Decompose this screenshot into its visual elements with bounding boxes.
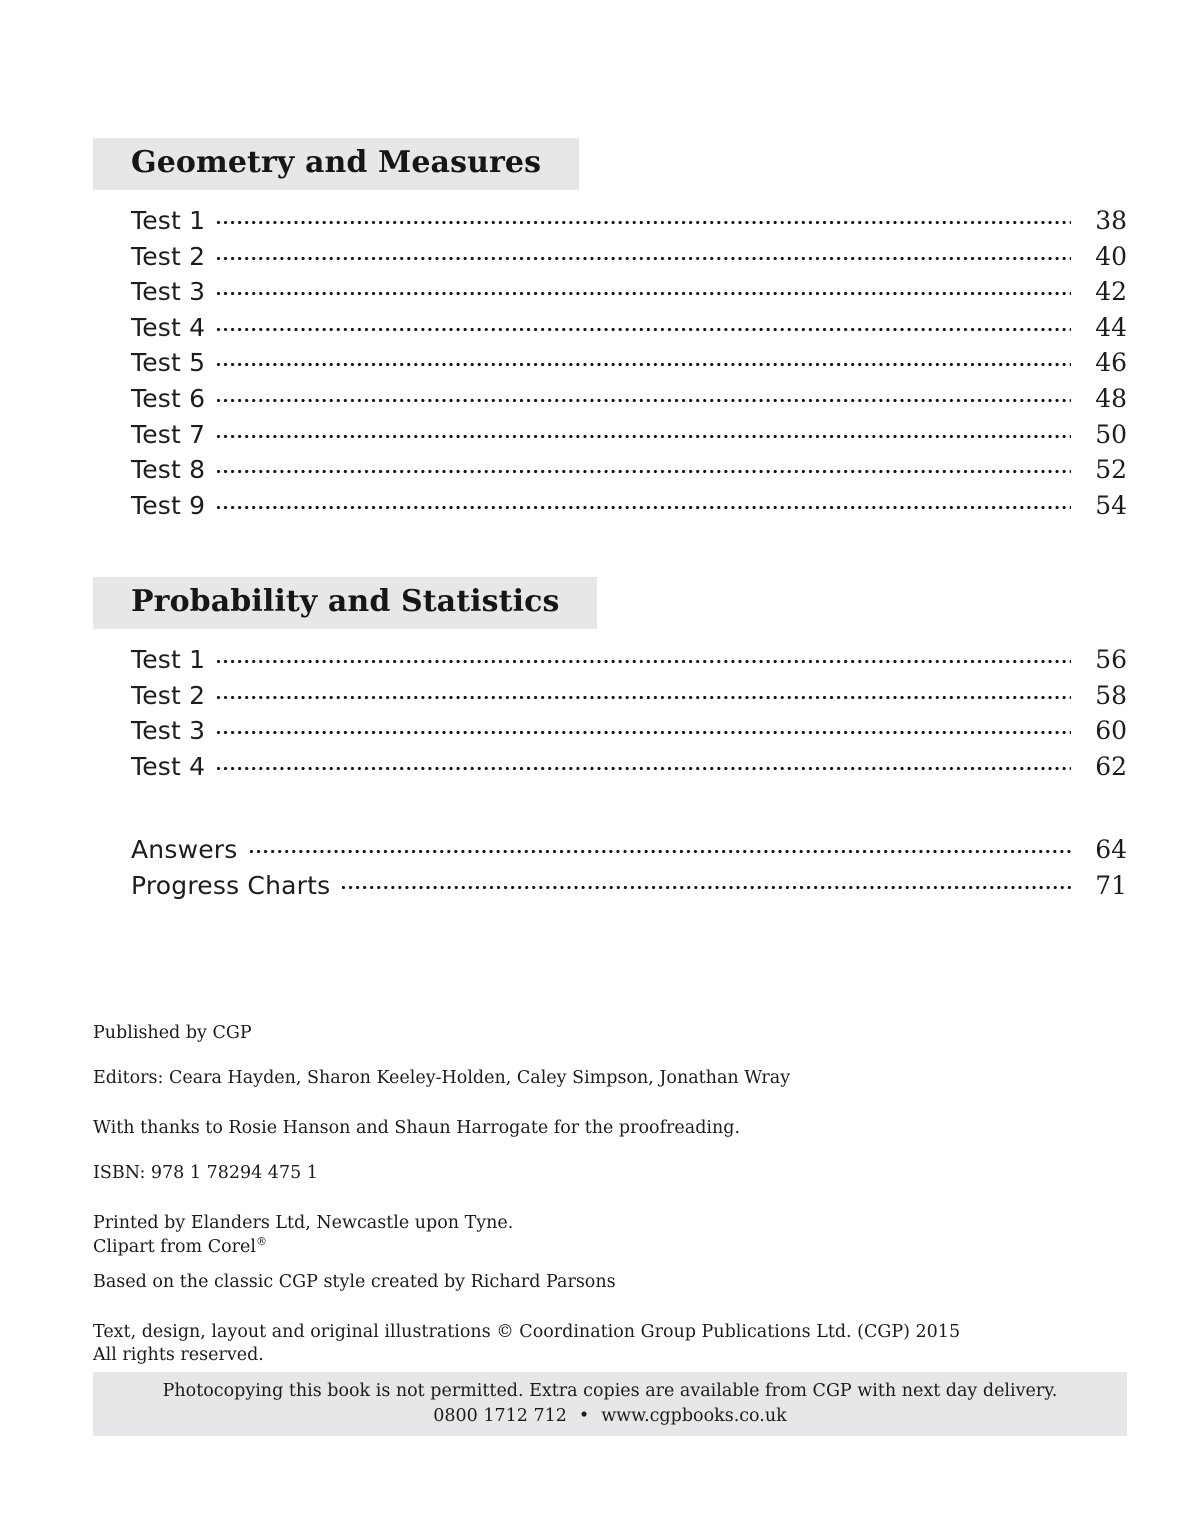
entry-page-number: 58 (1095, 680, 1127, 710)
dot-leader (217, 427, 1071, 443)
published-by-line: Published by CGP (93, 1023, 252, 1043)
contents-entry[interactable] (93, 455, 1127, 491)
entry-page-number: 42 (1095, 277, 1127, 307)
section-heading: Probability and Statistics (93, 577, 597, 629)
section-probability-and-statistics (93, 577, 1127, 787)
dot-leader (217, 688, 1071, 704)
dot-leader (217, 498, 1071, 514)
isbn-line: ISBN: 978 1 78294 475 1 (93, 1163, 318, 1184)
entry-page-number: 56 (1095, 645, 1127, 674)
entry-page-number: 46 (1095, 348, 1127, 378)
website-url[interactable]: www.cgpbooks.co.uk (601, 1406, 787, 1426)
dot-leader (217, 652, 1071, 668)
entry-label: Test 5 (131, 348, 206, 378)
contents-entry-list (93, 645, 1127, 787)
dot-leader (217, 284, 1071, 300)
entry-page-number: 62 (1095, 751, 1127, 781)
contents-entry[interactable] (93, 242, 1127, 278)
phone-number: 0800 1712 712 (433, 1406, 567, 1426)
entry-page-number: 60 (1095, 716, 1127, 746)
entry-label: Test 7 (131, 419, 206, 449)
imprint-block (93, 1022, 1093, 1368)
back-matter-entry-list (93, 835, 1127, 906)
dot-leader (217, 355, 1071, 371)
contents-entry[interactable] (93, 313, 1127, 349)
dot-leader (217, 759, 1071, 775)
contents-entry-list (93, 206, 1127, 526)
entry-label: Test 4 (131, 751, 206, 781)
entry-label: Test 3 (131, 716, 206, 746)
contents-entry-progress-charts[interactable] (93, 871, 1127, 907)
section-heading: Geometry and Measures (93, 138, 579, 190)
entry-label: Answers (131, 835, 238, 864)
entry-page-number: 50 (1095, 419, 1127, 449)
contents-entry[interactable] (93, 681, 1127, 717)
entry-page-number: 48 (1095, 383, 1127, 413)
based-on-line: Based on the classic CGP style created by Richard Parsons (93, 1272, 616, 1293)
entry-label: Test 1 (131, 645, 206, 674)
contents-entry[interactable] (93, 277, 1127, 313)
entry-page-number: 54 (1095, 490, 1127, 520)
contents-entry[interactable] (93, 491, 1127, 527)
entry-label: Test 3 (131, 277, 206, 307)
entry-label: Progress Charts (131, 870, 331, 900)
photocopy-notice: Photocopying this book is not permitted. Extra copies are available from CGP with next day delivery. (162, 1380, 1058, 1401)
dot-leader (217, 723, 1071, 739)
dot-leader (217, 213, 1071, 229)
entry-label: Test 9 (131, 490, 206, 520)
printed-by-line: Printed by Elanders Ltd, Newcastle upon Tyne. (93, 1212, 514, 1233)
entry-label: Test 2 (131, 680, 206, 710)
rights-line: All rights reserved. (93, 1345, 264, 1366)
entry-label: Test 1 (131, 206, 206, 235)
entry-page-number: 64 (1095, 835, 1127, 864)
entry-page-number: 52 (1095, 455, 1127, 485)
entry-page-number: 38 (1095, 206, 1127, 235)
editors-line: Editors: Ceara Hayden, Sharon Keeley-Holden, Caley Simpson, Jonathan Wray (93, 1068, 791, 1089)
dot-leader (217, 249, 1071, 265)
copyright-line: Text, design, layout and original illustrations © Coordination Group Publications Ltd. (CGP) 2015 (93, 1321, 961, 1342)
clipart-text: Clipart from Corel (93, 1237, 256, 1258)
dot-leader (217, 462, 1071, 478)
section-geometry-and-measures (93, 138, 1127, 526)
contents-entry[interactable] (93, 384, 1127, 420)
dot-leader (250, 842, 1071, 858)
dot-leader (342, 878, 1071, 894)
contents-entry[interactable] (93, 752, 1127, 788)
registered-mark-icon: ® (255, 1235, 267, 1249)
contents-entry[interactable] (93, 716, 1127, 752)
entry-label: Test 2 (131, 241, 206, 271)
dot-leader (217, 391, 1071, 407)
contents-entry-answers[interactable] (93, 835, 1127, 871)
entry-page-number: 40 (1095, 241, 1127, 271)
entry-label: Test 4 (131, 312, 206, 342)
contents-entry[interactable] (93, 645, 1127, 681)
contents-entry[interactable] (93, 420, 1127, 456)
contents-entry[interactable] (93, 348, 1127, 384)
entry-page-number: 44 (1095, 312, 1127, 342)
dot-leader (217, 320, 1071, 336)
thanks-line: With thanks to Rosie Hanson and Shaun Harrogate for the proofreading. (93, 1117, 741, 1138)
contents-entry[interactable] (93, 206, 1127, 242)
footer-notice-band (93, 1372, 1127, 1436)
entry-page-number: 71 (1095, 870, 1127, 900)
footer-contact (433, 1404, 786, 1429)
clipart-line (93, 1235, 1093, 1259)
bullet-separator-icon: • (578, 1406, 590, 1426)
entry-label: Test 6 (131, 383, 206, 413)
entry-label: Test 8 (131, 455, 206, 485)
